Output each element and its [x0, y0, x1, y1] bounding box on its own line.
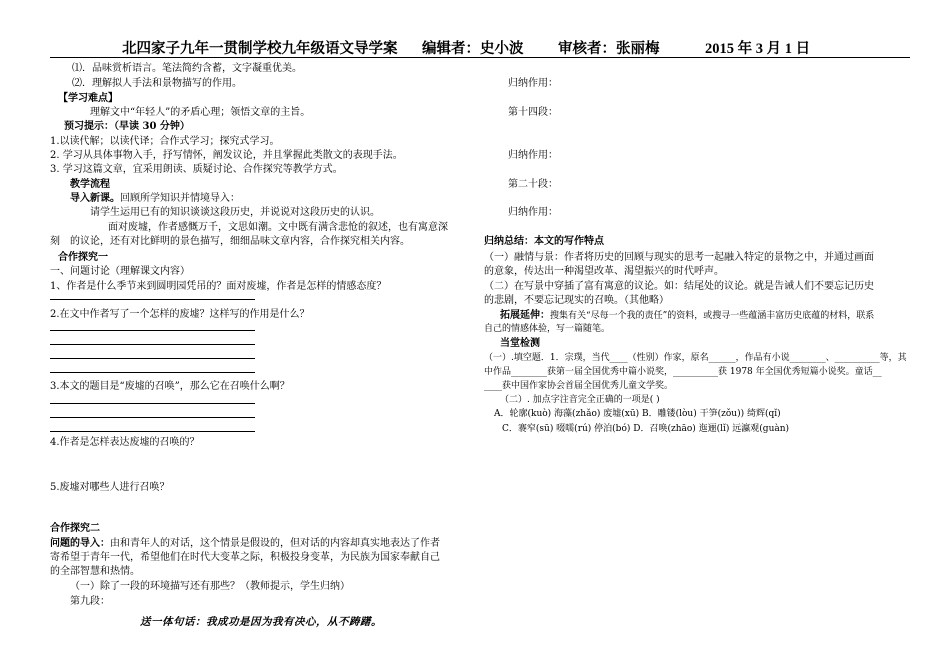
fill-line-3: ____获中国作家协会首届全国优秀儿童文学奖。: [484, 381, 674, 391]
answer-line[interactable]: [50, 431, 255, 432]
fill-line-1: （一）.填空题．1．宗璞，当代____（性别）作家，原名______，作品有小说________、__________等，其: [484, 353, 907, 363]
intro-line-1: 请学生运用已有的知识谈谈这段历史，并说说对这段历史的认识。: [90, 207, 380, 218]
option-cd: C．褰窄(sū) 啜嚅(rú) 停泊(bó) D．召唤(zhāo) 迤逦(lǐ) 远瀛观(guàn): [502, 424, 790, 434]
editor: 编辑者：史小波: [422, 41, 524, 57]
preview-heading: 预习提示：（早读 30 分钟）: [64, 121, 190, 132]
para-9: 第九段：: [70, 596, 110, 607]
intro-label: 导入新课。: [70, 193, 120, 204]
env-question: （一）除了一段的环境描写还有那些？（教师提示，学生归纳）: [70, 581, 350, 592]
preview-3: 3. 学习这篇文章，宜采用朗读、质疑讨论、合作探究等教学方式。: [50, 164, 343, 175]
extension-line: [500, 310, 874, 322]
summary-label-1: 归纳作用：: [508, 78, 558, 89]
intro-line-3a: 刻: [50, 236, 60, 247]
conclusion-1a: （一）融情与景：作者将历史的回顾与现实的思考一起融入特定的景物之中，并通过画面: [484, 252, 874, 263]
test-heading: 当堂检测: [500, 338, 540, 349]
answer-line[interactable]: [50, 330, 255, 331]
date: 2015 年 3 月 1 日: [705, 41, 811, 57]
intro-line: [70, 192, 240, 206]
flow-heading: 教学流程: [70, 179, 110, 190]
fill-line-2: 中作品________获第一届全国优秀中篇小说奖，__________获 1978 年全国优秀短篇小说奖。童话__: [484, 367, 882, 377]
guide-label: 问题的导入：: [50, 538, 110, 549]
question-section: 一、问题讨论（理解课文内容）: [50, 266, 190, 277]
footer-motto: 送一体句话：我成功是因为我有决心，从不踌躇。: [140, 616, 382, 628]
answer-line[interactable]: [50, 344, 255, 345]
question-5: 5.废墟对哪些人进行召唤？: [50, 482, 170, 493]
intro-line-2: 面对废墟，作者感慨万千，文思如潮。文中既有满含悲怆的叙述，也有寓意深: [108, 222, 448, 233]
pinyin-question: （二）. 加点字注音完全正确的一项是( ): [500, 395, 660, 405]
extension-label: 拓展延伸：: [500, 310, 550, 321]
coop1-heading: 合作探究一: [58, 252, 108, 263]
difficulty-heading: 【学习难点】: [58, 93, 118, 104]
intro-line-3b: 的议论，还有对比鲜明的景色描写，细细品味文章内容，合作探究相关内容。: [70, 236, 410, 247]
preview-1: 1.以读代解；以读代译；合作式学习；探究式学习。: [50, 136, 280, 147]
guide-text-2: 寄希望于青年一代，希望他们在时代大变革之际，积极投身变革，为民族为国家奉献自己: [50, 552, 440, 563]
preview-2: 2. 学习从具体事物入手，抒写情怀，阐发议论，并且掌握此类散文的表现手法。: [50, 150, 403, 161]
guide-text-1: 由和青年人的对话，这个情景是假设的，但对话的内容却真实地表达了作者: [110, 538, 440, 549]
goal-1: ⑴．品味赏析语言。笔法简约含蓄，文字凝重优美。: [72, 63, 302, 74]
answer-line[interactable]: [50, 299, 255, 300]
guide-text-3: 的全部智慧和热情。: [50, 566, 140, 577]
answer-line[interactable]: [50, 372, 255, 373]
answer-line[interactable]: [50, 403, 255, 404]
intro-text: 回顾所学知识并情境导入：: [120, 193, 240, 204]
conclusion-1b: 的意象，传达出一种渴望改革、渴望振兴的时代呼声。: [484, 266, 724, 277]
extension-text-2: 自己的情感体验，写一篇随笔。: [484, 324, 611, 334]
answer-line[interactable]: [50, 417, 255, 418]
page-header: [50, 37, 910, 58]
guide-line: [50, 537, 440, 551]
question-4: 4.作者是怎样表达废墟的召唤的？: [50, 437, 200, 448]
conclusion-heading: 归纳总结：本文的写作特点: [484, 236, 604, 247]
difficulty-text: 理解文中“年轻人”的矛盾心理；领悟文章的主旨。: [90, 107, 311, 118]
goal-2: ⑵．理解拟人手法和景物描写的作用。: [72, 78, 242, 89]
para-20: 第二十段：: [508, 179, 558, 190]
extension-text-1: 搜集有关“尽每一个我的责任”的资料，或搜寻一些蕴涵丰富历史底蕴的材料，联系: [550, 311, 875, 321]
summary-label-3: 归纳作用：: [508, 207, 558, 218]
school-title: 北四家子九年一贯制学校九年级语文导学案: [122, 41, 398, 57]
conclusion-2b: 的悲剧，不要忘记现实的召唤。（其他略）: [484, 295, 669, 306]
coop2-heading: 合作探究二: [50, 523, 100, 534]
conclusion-2a: （二）在写景中穿插了富有寓意的议论。如：结尾处的议论。就是告诫人们不要忘记历史: [484, 281, 874, 292]
question-2: 2.在文中作者写了一个怎样的废墟？这样写的作用是什么？: [50, 309, 310, 320]
option-ab: A．轮廓(kuò) 海藻(zhǎo) 废墟(xū) B．雕镂(lòu) 干笋(zǒu)) 绮辉(qǐ): [494, 409, 781, 419]
summary-label-2: 归纳作用：: [508, 150, 558, 161]
question-1: 1、作者是什么季节来到圆明园凭吊的？面对废墟，作者是怎样的情感态度？: [50, 281, 387, 292]
para-14: 第十四段：: [508, 107, 558, 118]
answer-line[interactable]: [50, 358, 255, 359]
question-3: 3.本文的题目是“废墟的召唤”，那么它在召唤什么啊？: [50, 381, 290, 392]
reviewer: 审核者：张丽梅: [558, 41, 660, 57]
